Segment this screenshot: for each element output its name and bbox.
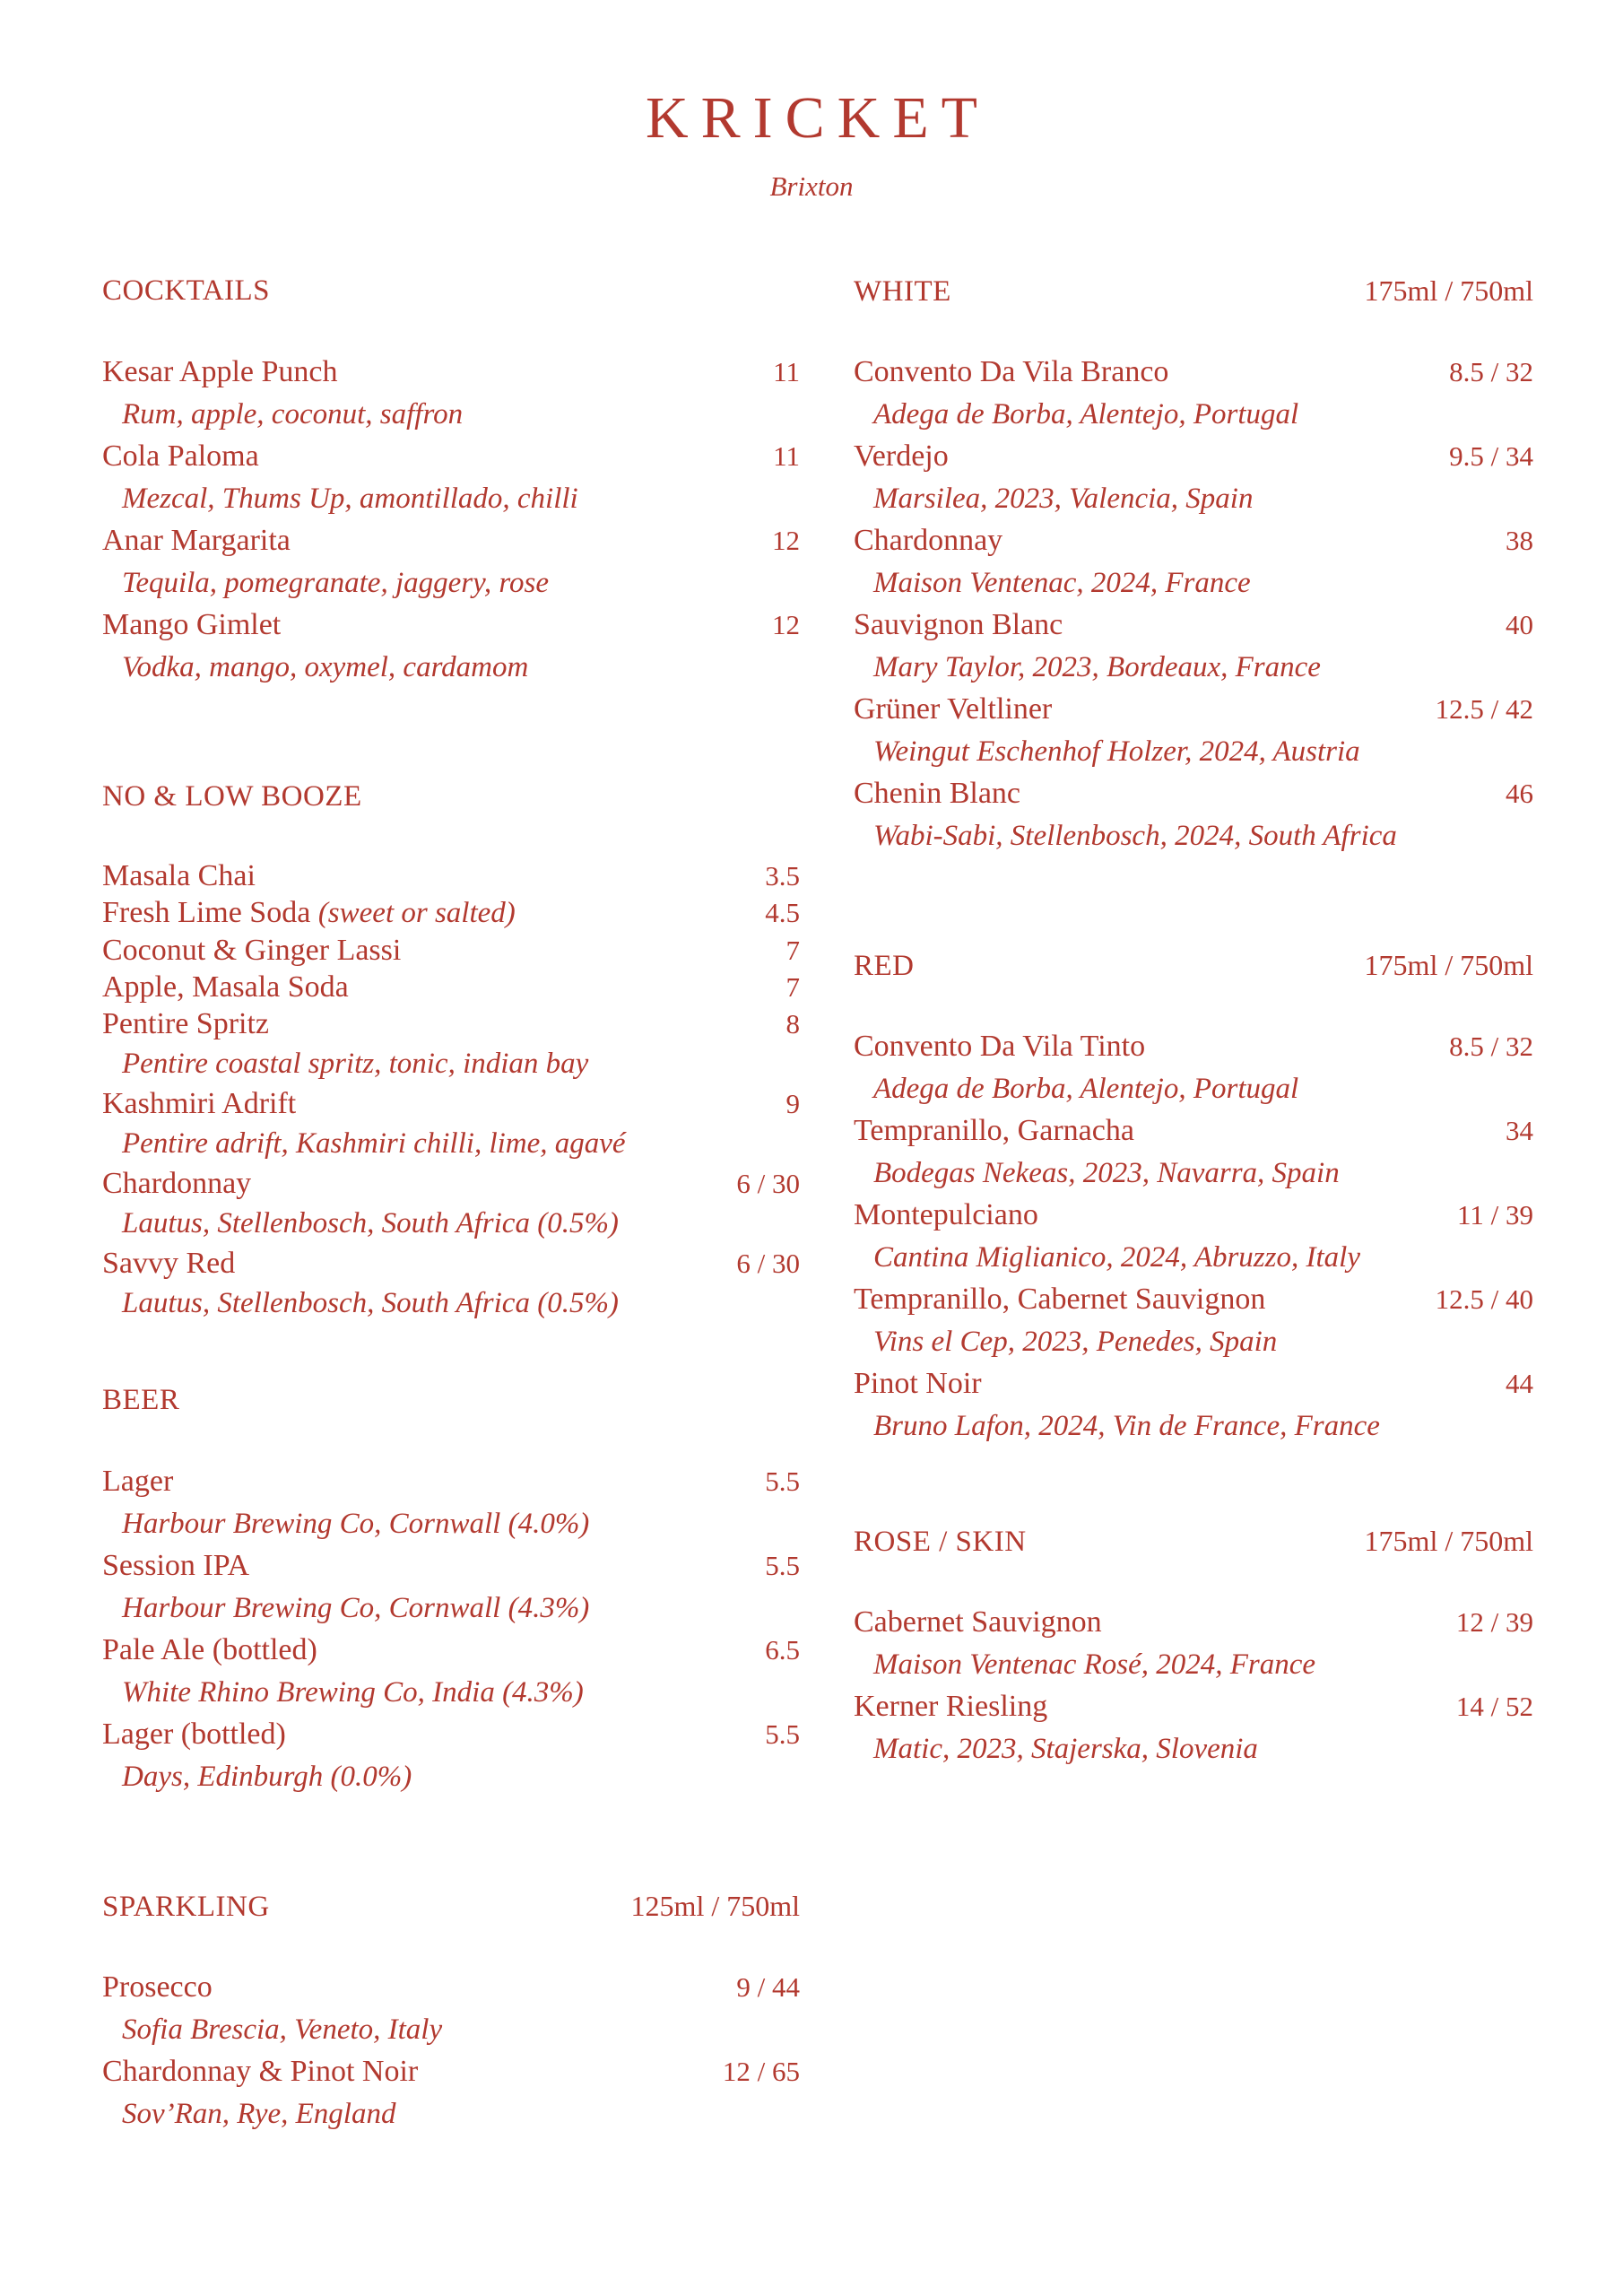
menu-item-row xyxy=(102,1085,800,1122)
item-description: Matic, 2023, Stajerska, Slovenia xyxy=(873,1733,1258,1765)
menu-item-row xyxy=(854,1195,1533,1236)
menu-item xyxy=(102,1545,800,1630)
menu-item xyxy=(854,1195,1533,1279)
menu-item-row xyxy=(854,1602,1533,1643)
item-name: Kashmiri Adrift xyxy=(102,1087,297,1120)
item-description: Tequila, pomegranate, jaggery, rose xyxy=(122,567,550,599)
menu-item xyxy=(854,1026,1533,1110)
menu-item xyxy=(854,520,1533,604)
menu-item xyxy=(102,932,800,969)
menu-item-row xyxy=(854,352,1533,393)
item-name: Grüner Veltliner xyxy=(854,692,1053,726)
item-description: Adega de Borba, Alentejo, Portugal xyxy=(873,1073,1299,1105)
section-title: WHITE xyxy=(854,275,951,308)
item-price: 5.5 xyxy=(765,1550,800,1581)
menu-item xyxy=(102,894,800,932)
menu-item xyxy=(854,1279,1533,1363)
menu-item-row xyxy=(102,1630,800,1671)
item-price: 5.5 xyxy=(765,1718,800,1750)
item-name: Montepulciano xyxy=(854,1198,1038,1231)
item-price: 3.5 xyxy=(765,860,800,891)
menu-item xyxy=(102,436,800,520)
menu-item xyxy=(102,604,800,689)
item-price: 12.5 / 42 xyxy=(1435,693,1533,725)
menu-item xyxy=(102,2051,800,2135)
item-description: Rum, apple, coconut, saffron xyxy=(122,398,464,430)
item-name: Lager xyxy=(102,1465,174,1498)
menu-item xyxy=(102,1085,800,1165)
item-price: 44 xyxy=(1506,1368,1533,1399)
menu-item-row xyxy=(102,969,800,1005)
item-price: 38 xyxy=(1506,525,1533,556)
menu-item xyxy=(854,1686,1533,1770)
menu-item xyxy=(102,1714,800,1798)
item-name: Cola Paloma xyxy=(102,439,259,473)
menu-item-row xyxy=(102,604,800,646)
menu-item xyxy=(102,857,800,894)
menu-item-row xyxy=(854,604,1533,646)
item-price: 6 / 30 xyxy=(736,1168,800,1199)
menu-item-row xyxy=(854,1110,1533,1152)
menu-item-row xyxy=(854,1026,1533,1067)
item-price: 11 xyxy=(773,356,800,387)
menu-item-row xyxy=(102,520,800,561)
item-description: Wabi-Sabi, Stellenbosch, 2024, South Africa xyxy=(873,820,1397,852)
menu-item-row xyxy=(854,520,1533,561)
menu-item-row xyxy=(102,436,800,477)
item-name: Anar Margarita xyxy=(102,524,291,557)
item-description: Cantina Miglianico, 2024, Abruzzo, Italy xyxy=(873,1241,1360,1274)
item-price: 12 / 39 xyxy=(1455,1606,1533,1638)
menu-item xyxy=(854,773,1533,857)
item-price: 7 xyxy=(785,971,800,1003)
item-description: Sov’Ran, Rye, England xyxy=(122,2098,396,2130)
menu-item-row xyxy=(102,894,800,932)
section-title: BEER xyxy=(102,1384,180,1416)
menu-item xyxy=(102,1005,800,1085)
item-description: Lautus, Stellenbosch, South Africa (0.5%) xyxy=(122,1207,619,1239)
section-header xyxy=(854,1519,1533,1562)
item-name: Pinot Noir xyxy=(854,1367,982,1400)
menu-item xyxy=(102,1165,800,1245)
menu-item xyxy=(102,969,800,1005)
menu-item-row xyxy=(854,689,1533,730)
item-price: 9 / 44 xyxy=(736,1971,800,2003)
item-description: Bruno Lafon, 2024, Vin de France, France xyxy=(873,1410,1380,1442)
section-header xyxy=(102,1884,800,1927)
item-price: 11 xyxy=(773,440,800,472)
serving-sizes: 175ml / 750ml xyxy=(1364,949,1533,981)
menu-item-row xyxy=(102,2051,800,2092)
item-name: Pentire Spritz xyxy=(102,1007,270,1040)
section-title: COCKTAILS xyxy=(102,274,271,307)
section-title: NO & LOW BOOZE xyxy=(102,780,362,813)
item-name: Sauvignon Blanc xyxy=(854,608,1063,641)
item-name: Apple, Masala Soda xyxy=(102,970,349,1004)
item-name: Chardonnay & Pinot Noir xyxy=(102,2055,419,2088)
restaurant-logo: KRICKET xyxy=(646,85,990,151)
item-price: 11 / 39 xyxy=(1457,1199,1533,1231)
item-description: Pentire adrift, Kashmiri chilli, lime, agavé xyxy=(122,1127,626,1160)
menu-item xyxy=(102,520,800,604)
menu-item-row xyxy=(102,1714,800,1755)
serving-sizes: 175ml / 750ml xyxy=(1364,274,1533,307)
menu-item xyxy=(854,689,1533,773)
item-price: 8.5 / 32 xyxy=(1449,1031,1533,1062)
menu-section-rose-skin xyxy=(854,1519,1533,1770)
item-name: Verdejo xyxy=(854,439,949,473)
item-name: Session IPA xyxy=(102,1549,250,1582)
section-title: SPARKLING xyxy=(102,1891,270,1923)
menu-section-white xyxy=(854,269,1533,944)
section-title: ROSE / SKIN xyxy=(854,1526,1027,1558)
menu-section-red xyxy=(854,944,1533,1519)
menu-item xyxy=(854,1602,1533,1686)
item-name: Prosecco xyxy=(102,1970,213,2004)
item-price: 9 xyxy=(785,1088,800,1119)
item-description: Marsilea, 2023, Valencia, Spain xyxy=(873,483,1254,515)
item-description: Maison Ventenac, 2024, France xyxy=(873,567,1251,599)
menu-item xyxy=(854,352,1533,436)
item-note: (sweet or salted) xyxy=(317,897,516,929)
section-title: RED xyxy=(854,950,915,982)
item-price: 4.5 xyxy=(765,897,800,928)
item-description: Lautus, Stellenbosch, South Africa (0.5%) xyxy=(122,1287,619,1319)
menu-item-row xyxy=(102,1245,800,1282)
menu-header xyxy=(0,83,1623,203)
item-description: Maison Ventenac Rosé, 2024, France xyxy=(873,1648,1316,1681)
menu-item xyxy=(102,352,800,436)
item-description: White Rhino Brewing Co, India (4.3%) xyxy=(122,1676,584,1709)
section-header xyxy=(102,775,800,818)
menu-item-row xyxy=(854,436,1533,477)
item-description: Pentire coastal spritz, tonic, indian bay xyxy=(122,1048,589,1080)
item-price: 12.5 / 40 xyxy=(1435,1283,1533,1315)
item-price: 9.5 / 34 xyxy=(1449,440,1533,472)
item-description: Weingut Eschenhof Holzer, 2024, Austria xyxy=(873,735,1360,768)
menu-item-row xyxy=(102,1967,800,2008)
item-name: Chardonnay xyxy=(102,1167,252,1200)
section-header xyxy=(854,944,1533,987)
menu-section-beer xyxy=(102,1378,800,1884)
menu-item-row xyxy=(854,1279,1533,1320)
item-name: Convento Da Vila Branco xyxy=(854,355,1169,388)
item-price: 34 xyxy=(1506,1115,1533,1146)
item-price: 7 xyxy=(785,935,800,966)
menu-item-row xyxy=(102,932,800,969)
item-description: Vodka, mango, oxymel, cardamom xyxy=(122,651,529,683)
menu-item xyxy=(854,1110,1533,1195)
menu-item xyxy=(102,1245,800,1325)
item-name: Savvy Red xyxy=(102,1247,236,1280)
menu-item-row xyxy=(854,773,1533,814)
menu-item xyxy=(854,604,1533,689)
menu-item-row xyxy=(102,352,800,393)
menu-item xyxy=(102,1630,800,1714)
serving-sizes: 125ml / 750ml xyxy=(630,1890,800,1922)
item-description: Sofia Brescia, Veneto, Italy xyxy=(122,2013,443,2046)
item-name: Kesar Apple Punch xyxy=(102,355,338,388)
item-description: Mezcal, Thums Up, amontillado, chilli xyxy=(122,483,578,515)
item-price: 5.5 xyxy=(765,1465,800,1497)
item-name: Fresh Lime Soda (sweet or salted) xyxy=(102,896,516,929)
section-header xyxy=(102,1378,800,1422)
right-column xyxy=(854,269,1533,1770)
item-name: Cabernet Sauvignon xyxy=(854,1605,1102,1639)
item-name: Chardonnay xyxy=(854,524,1003,557)
item-name: Coconut & Ginger Lassi xyxy=(102,934,402,967)
menu-item-row xyxy=(102,1165,800,1202)
item-price: 6.5 xyxy=(765,1634,800,1665)
item-name: Masala Chai xyxy=(102,859,256,892)
section-header xyxy=(854,269,1533,312)
item-price: 8.5 / 32 xyxy=(1449,356,1533,387)
item-name: Pale Ale (bottled) xyxy=(102,1633,317,1666)
menu-item xyxy=(854,436,1533,520)
item-price: 12 xyxy=(772,525,800,556)
menu-section-cocktails xyxy=(102,269,800,775)
section-header xyxy=(102,269,800,312)
menu-item-row xyxy=(854,1363,1533,1405)
item-description: Vins el Cep, 2023, Penedes, Spain xyxy=(873,1326,1278,1358)
menu-item xyxy=(102,1967,800,2051)
item-name: Tempranillo, Cabernet Sauvignon xyxy=(854,1283,1266,1316)
item-name: Kerner Riesling xyxy=(854,1690,1048,1723)
left-column xyxy=(102,269,800,2135)
item-price: 14 / 52 xyxy=(1455,1691,1533,1722)
menu-item-row xyxy=(102,1461,800,1502)
menu-item xyxy=(854,1363,1533,1448)
menu-item-row xyxy=(102,1545,800,1587)
item-name: Chenin Blanc xyxy=(854,777,1021,810)
item-description: Bodegas Nekeas, 2023, Navarra, Spain xyxy=(873,1157,1340,1189)
item-description: Harbour Brewing Co, Cornwall (4.3%) xyxy=(122,1592,590,1624)
item-name: Lager (bottled) xyxy=(102,1718,286,1751)
item-price: 40 xyxy=(1506,609,1533,640)
item-description: Adega de Borba, Alentejo, Portugal xyxy=(873,398,1299,430)
item-price: 12 / 65 xyxy=(722,2056,800,2087)
item-description: Mary Taylor, 2023, Bordeaux, France xyxy=(873,651,1321,683)
item-price: 6 / 30 xyxy=(736,1248,800,1279)
item-name: Tempranillo, Garnacha xyxy=(854,1114,1134,1147)
menu-item-row xyxy=(102,1005,800,1042)
item-description: Harbour Brewing Co, Cornwall (4.0%) xyxy=(122,1508,590,1540)
item-description: Days, Edinburgh (0.0%) xyxy=(122,1761,412,1793)
item-name: Convento Da Vila Tinto xyxy=(854,1030,1146,1063)
menu-item-row xyxy=(102,857,800,894)
item-price: 12 xyxy=(772,609,800,640)
item-price: 46 xyxy=(1506,778,1533,809)
menu-section-sparkling xyxy=(102,1884,800,2135)
location-subtitle: Brixton xyxy=(769,170,854,202)
serving-sizes: 175ml / 750ml xyxy=(1364,1525,1533,1557)
menu-section-no-low-booze xyxy=(102,775,800,1378)
menu-item xyxy=(102,1461,800,1545)
item-name: Mango Gimlet xyxy=(102,608,282,641)
menu-item-row xyxy=(854,1686,1533,1727)
item-price: 8 xyxy=(785,1008,800,1039)
